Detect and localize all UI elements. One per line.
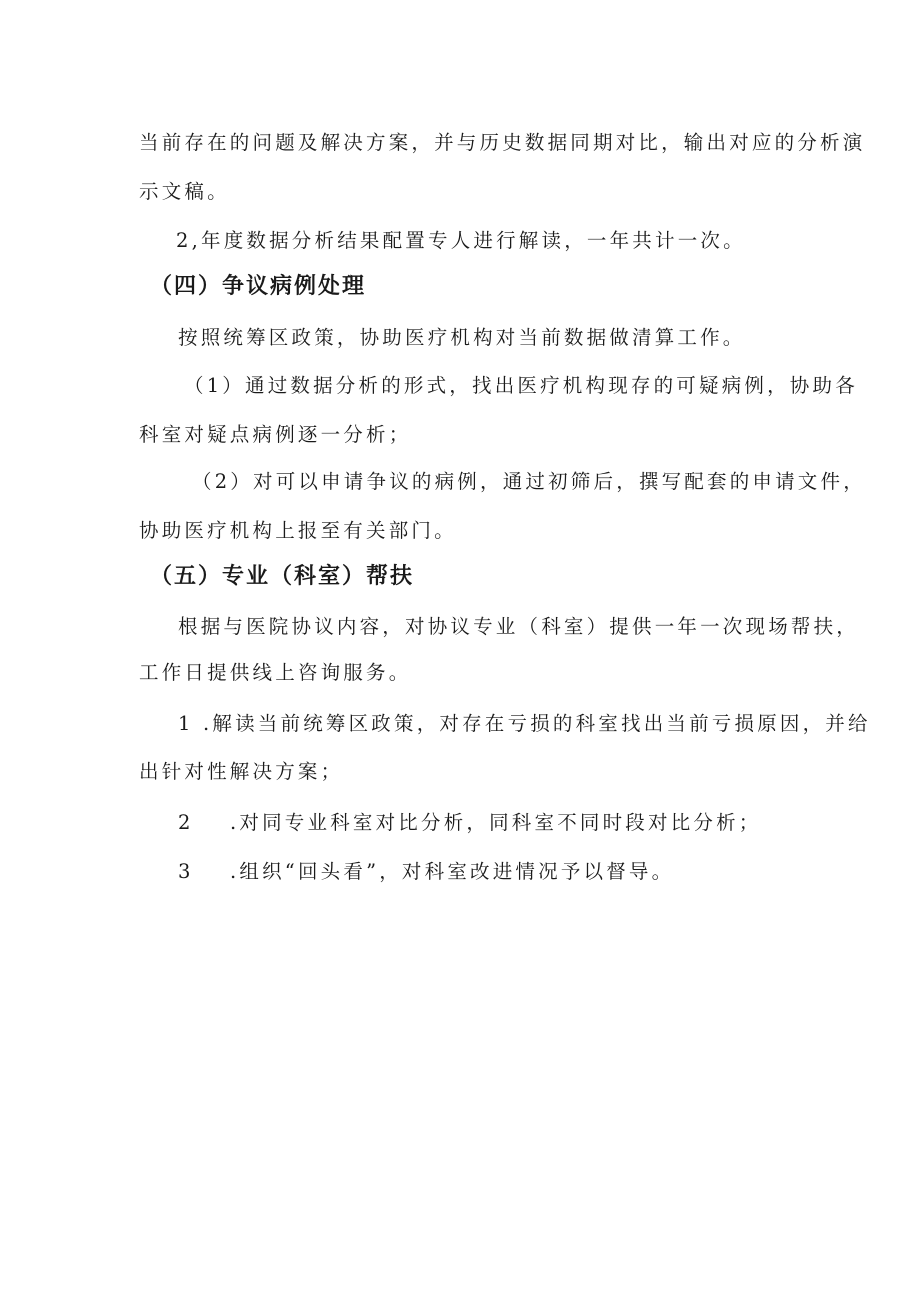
list-text: .对同专业科室对比分析，同科室不同时段对比分析；	[230, 811, 762, 834]
paragraph-line: 协助医疗机构上报至有关部门。	[139, 519, 457, 542]
paragraph-line: 工作日提供线上咨询服务。	[139, 661, 412, 684]
list-item: （2）对可以申请争议的病例，通过初筛后，撰写配套的申请文件，	[192, 470, 866, 493]
paragraph-line: 出针对性解决方案；	[139, 760, 344, 783]
paragraph-line: 当前存在的问题及解决方案，并与历史数据同期对比，输出对应的分析演	[139, 131, 866, 154]
list-item: 2,年度数据分析结果配置专人进行解读，一年共计一次。	[176, 229, 746, 252]
section-heading: （五）专业（科室）帮扶	[150, 564, 415, 589]
list-number: 3	[178, 860, 191, 883]
list-text: .组织“回头看”，对科室改进情况予以督导。	[230, 860, 675, 883]
list-number: 2	[178, 811, 191, 834]
list-item: 1 .解读当前统筹区政策，对存在亏损的科室找出当前亏损原因，并给	[178, 712, 871, 735]
section-heading: （四）争议病例处理	[150, 274, 367, 299]
paragraph-line: 按照统筹区政策，协助医疗机构对当前数据做清算工作。	[178, 326, 746, 349]
paragraph-line: 科室对疑点病例逐一分析；	[139, 423, 412, 446]
paragraph-line: 示文稿。	[139, 180, 230, 203]
list-item	[178, 859, 738, 885]
paragraph-line: 根据与医院协议内容，对协议专业（科室）提供一年一次现场帮扶，	[178, 615, 860, 638]
list-item	[178, 810, 762, 836]
list-item: （1）通过数据分析的形式，找出医疗机构现存的可疑病例，协助各	[184, 374, 858, 397]
